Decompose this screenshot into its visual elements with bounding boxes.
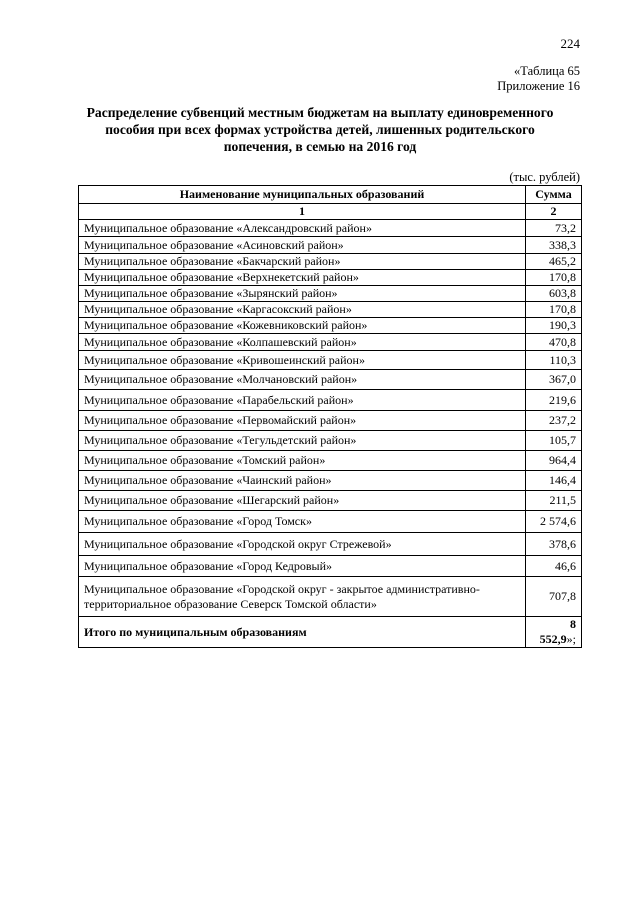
municipality-name: Муниципальное образование «Кривошеинский район»	[79, 351, 526, 370]
table-row	[79, 431, 582, 451]
municipality-name: Муниципальное образование «Первомайский район»	[79, 411, 526, 431]
subsidy-amount: 46,6	[526, 556, 582, 577]
municipality-name: Муниципальное образование «Городской округ Стрежевой»	[79, 533, 526, 556]
subsidy-amount: 110,3	[526, 351, 582, 370]
subsidy-amount: 964,4	[526, 451, 582, 471]
subsidy-amount: 105,7	[526, 431, 582, 451]
subsidy-amount: 707,8	[526, 577, 582, 617]
subsidy-table	[78, 185, 582, 648]
table-row	[79, 302, 582, 318]
subsidy-amount: 146,4	[526, 471, 582, 491]
table-row	[79, 286, 582, 302]
table-column-numbers-row	[79, 204, 582, 220]
closing-quote: »;	[566, 632, 576, 646]
municipality-name: Муниципальное образование «Парабельский район»	[79, 390, 526, 411]
table-body	[79, 220, 582, 617]
subsidy-amount: 211,5	[526, 491, 582, 511]
total-sum-cell	[526, 617, 582, 648]
table-row	[79, 556, 582, 577]
subsidy-amount: 219,6	[526, 390, 582, 411]
table-row	[79, 577, 582, 617]
municipality-name: Муниципальное образование «Бакчарский район»	[79, 254, 526, 270]
subsidy-amount: 170,8	[526, 270, 582, 286]
municipality-name: Муниципальное образование «Верхнекетский район»	[79, 270, 526, 286]
municipality-name: Муниципальное образование «Город Кедровый»	[79, 556, 526, 577]
total-row	[79, 617, 582, 648]
municipality-name: Муниципальное образование «Колпашевский район»	[79, 334, 526, 351]
table-row	[79, 270, 582, 286]
subsidy-amount: 190,3	[526, 318, 582, 334]
table-row	[79, 491, 582, 511]
units-label: (тыс. рублей)	[509, 170, 580, 184]
subsidy-amount: 367,0	[526, 370, 582, 390]
municipality-name: Муниципальное образование «Шегарский район»	[79, 491, 526, 511]
page-number: 224	[560, 36, 580, 51]
column-number-1: 1	[79, 204, 526, 220]
subsidy-amount: 603,8	[526, 286, 582, 302]
table-row	[79, 451, 582, 471]
header-name: Наименование муниципальных образований	[79, 186, 526, 204]
column-number-2: 2	[526, 204, 582, 220]
table-row	[79, 370, 582, 390]
subsidy-amount: 470,8	[526, 334, 582, 351]
municipality-name: Муниципальное образование «Каргасокский район»	[79, 302, 526, 318]
total-sum: 8 552,9	[539, 617, 576, 646]
table-row	[79, 351, 582, 370]
table-header-row	[79, 186, 582, 204]
subsidy-amount: 73,2	[526, 220, 582, 237]
municipality-name: Муниципальное образование «Александровский район»	[79, 220, 526, 237]
total-label: Итого по муниципальным образованиям	[79, 617, 526, 648]
table-row	[79, 390, 582, 411]
table-row	[79, 411, 582, 431]
table-row	[79, 511, 582, 533]
municipality-name: Муниципальное образование «Томский район»	[79, 451, 526, 471]
municipality-name: Муниципальное образование «Городской округ - закрытое административно-территориальное образование Северск Томской области»	[79, 577, 526, 617]
table-row	[79, 254, 582, 270]
subsidy-amount: 465,2	[526, 254, 582, 270]
table-row	[79, 220, 582, 237]
table-reference: «Таблица 65	[514, 64, 580, 78]
subsidy-amount: 2 574,6	[526, 511, 582, 533]
table-row	[79, 533, 582, 556]
table-row	[79, 471, 582, 491]
subsidy-amount: 338,3	[526, 237, 582, 254]
subsidy-amount: 237,2	[526, 411, 582, 431]
annex-reference	[400, 64, 580, 94]
municipality-name: Муниципальное образование «Тегульдетский район»	[79, 431, 526, 451]
table-row	[79, 318, 582, 334]
municipality-name: Муниципальное образование «Кожевниковский район»	[79, 318, 526, 334]
municipality-name: Муниципальное образование «Зырянский район»	[79, 286, 526, 302]
municipality-name: Муниципальное образование «Чаинский район»	[79, 471, 526, 491]
subsidy-amount: 378,6	[526, 533, 582, 556]
municipality-name: Муниципальное образование «Асиновский район»	[79, 237, 526, 254]
table-row	[79, 237, 582, 254]
appendix-reference: Приложение 16	[497, 79, 580, 93]
document-title: Распределение субвенций местным бюджетам на выплату единовременного пособия при всех формах устройства детей, лишенных родительского попечения, в семью на 2016 год	[86, 105, 554, 154]
table-row	[79, 334, 582, 351]
header-sum: Сумма	[526, 186, 582, 204]
subsidy-amount: 170,8	[526, 302, 582, 318]
municipality-name: Муниципальное образование «Город Томск»	[79, 511, 526, 533]
municipality-name: Муниципальное образование «Молчановский район»	[79, 370, 526, 390]
